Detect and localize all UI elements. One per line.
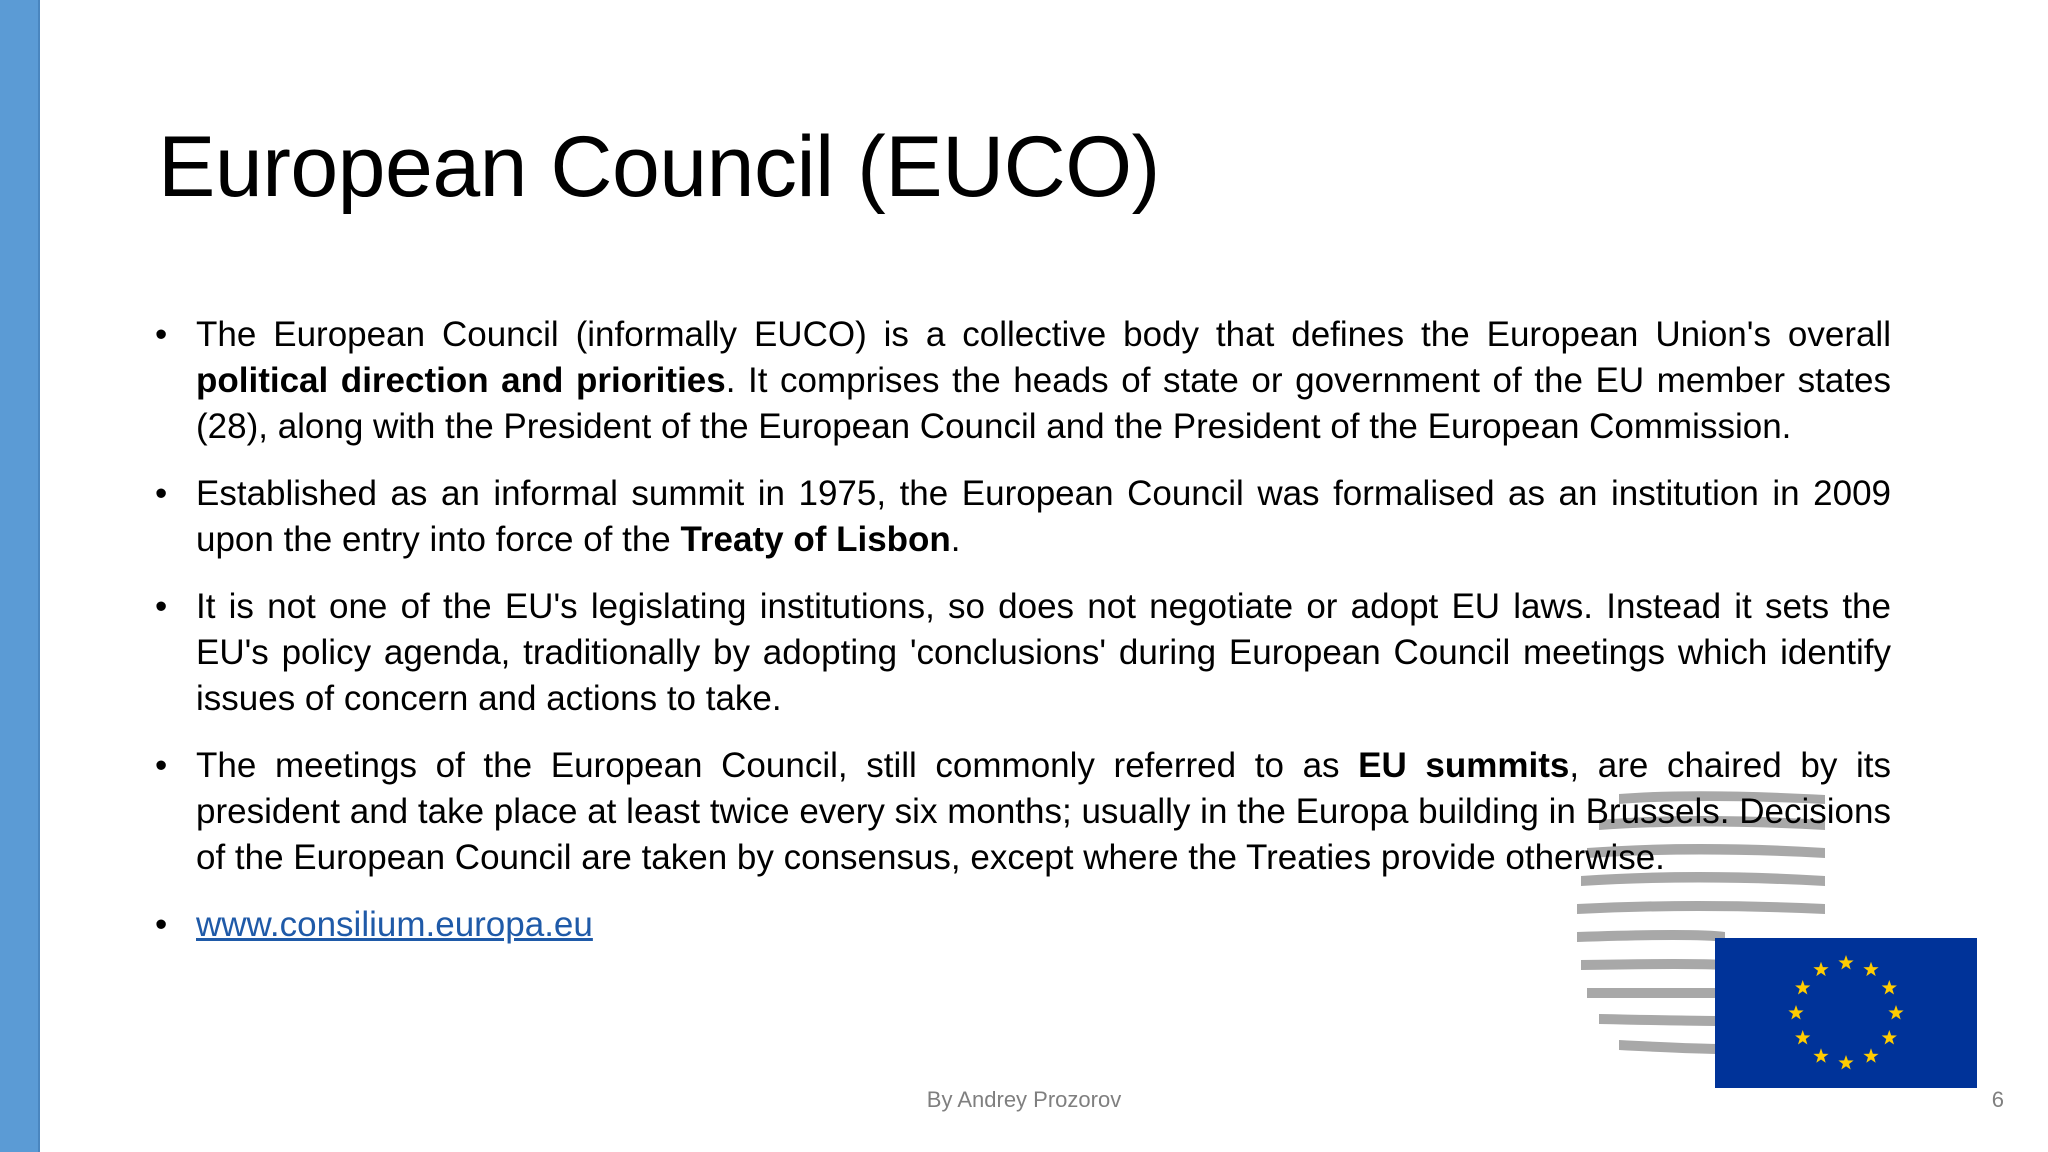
bullet-text-bold: EU summits — [1358, 746, 1570, 785]
bullet-text: Established as an informal summit in 1975, the European Council was formalised as an institution in 2009 upon the entry into force of the — [196, 474, 1891, 559]
bullet-item — [150, 471, 1891, 563]
page-number: 6 — [1991, 1087, 2004, 1112]
bullet-text-bold: political direction and priorities — [196, 361, 726, 400]
bullet-text: It is not one of the EU's legislating institutions, so does not negotiate or adopt EU laws. Instead it sets the EU's policy agenda, traditionally by adopting 'conclusions' during European Council meetings which identify issues of concern and actions to take. — [196, 587, 1891, 718]
bullet-text: . — [950, 520, 961, 559]
bullet-text: The meetings of the European Council, still commonly referred to as — [196, 746, 1359, 785]
consilium-link[interactable]: www.consilium.europa.eu — [196, 905, 593, 944]
bullet-item-link — [150, 902, 1891, 948]
bullet-list — [150, 312, 1891, 969]
slide-title: European Council (EUCO) — [158, 119, 1160, 215]
accent-side-bar — [0, 0, 40, 1152]
footer-author: By Andrey Prozorov — [926, 1087, 1122, 1112]
bullet-item — [150, 584, 1891, 722]
bullet-item — [150, 312, 1891, 450]
bullet-text-bold: Treaty of Lisbon — [680, 520, 951, 559]
bullet-text: , are chaired by its president and take place at least twice every six months; usually in the Europa building in Brussels. Decisions of the European Council are taken by consensus, except where the Treaties provide otherwise. — [196, 746, 1891, 877]
bullet-item — [150, 743, 1891, 881]
bullet-text: . It comprises the heads of state or government of the EU member states (28), along with the President of the European Council and the President of the European Commission. — [196, 361, 1891, 446]
bullet-text: The European Council (informally EUCO) is a collective body that defines the European Union's overall — [196, 315, 1891, 354]
